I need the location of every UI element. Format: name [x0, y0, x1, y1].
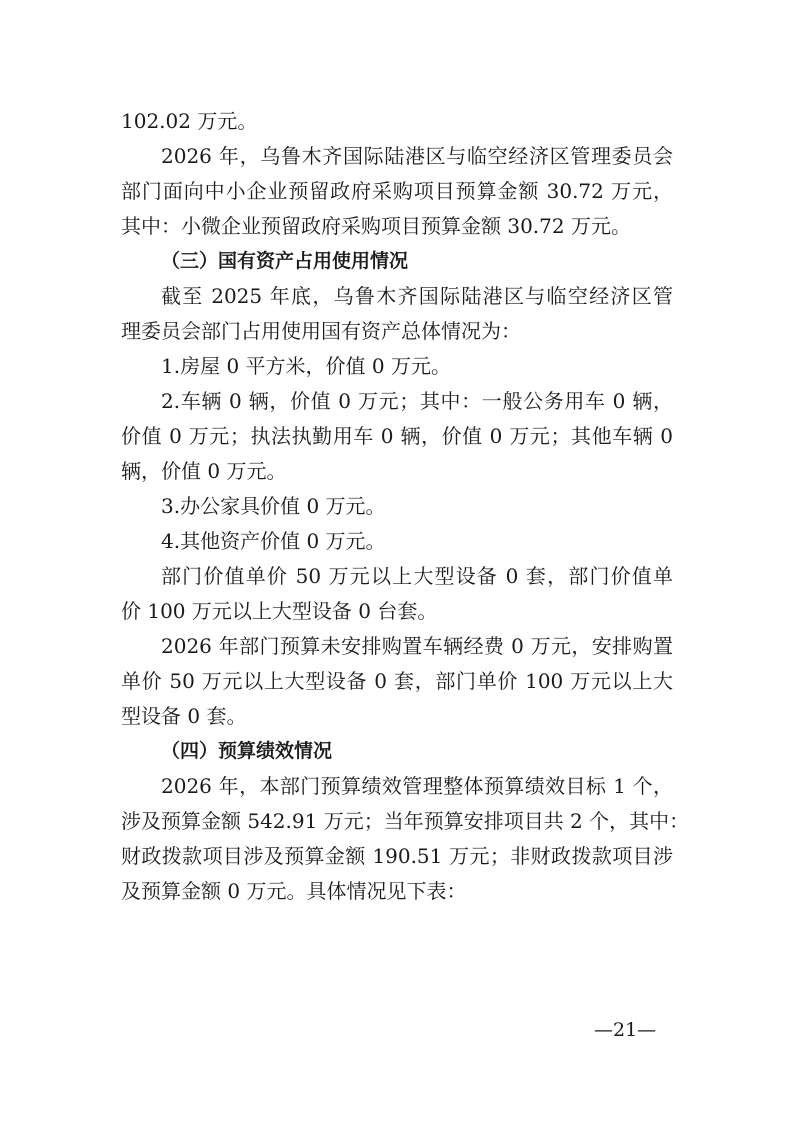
paragraph-line: 部门面向中小企业预留政府采购项目预算金额 30.72 万元， — [121, 179, 673, 203]
paragraph-line: 涉及预算金额 542.91 万元；当年预算安排项目共 2 个，其中： — [121, 809, 690, 833]
paragraph-line: 2.车辆 0 辆，价值 0 万元；其中：一般公务用车 0 辆， — [161, 389, 673, 413]
paragraph-line: 价 100 万元以上大型设备 0 台套。 — [121, 599, 438, 623]
section-heading: （四）预算绩效情况 — [161, 740, 333, 762]
paragraph-line: 截至 2025 年底，乌鲁木齐国际陆港区与临空经济区管 — [161, 284, 673, 308]
paragraph-line: 2026 年，本部门预算绩效管理整体预算绩效目标 1 个， — [161, 774, 673, 798]
paragraph-line: 其中：小微企业预留政府采购项目预算金额 30.72 万元。 — [121, 214, 631, 238]
paragraph-line: 价值 0 万元；执法执勤用车 0 辆，价值 0 万元；其他车辆 0 — [121, 424, 673, 448]
paragraph-line: 辆，价值 0 万元。 — [121, 459, 287, 483]
paragraph-line: 财政拨款项目涉及预算金额 190.51 万元；非财政拨款项目涉 — [121, 844, 673, 868]
paragraph-line: 2026 年部门预算未安排购置车辆经费 0 万元，安排购置 — [161, 634, 673, 658]
paragraph-line: 2026 年，乌鲁木齐国际陆港区与临空经济区管理委员会 — [161, 144, 673, 168]
paragraph-line: 单价 50 万元以上大型设备 0 套，部门单价 100 万元以上大 — [121, 669, 673, 693]
body-text — [121, 104, 690, 909]
paragraph-line: 1.房屋 0 平方米，价值 0 万元。 — [161, 354, 451, 378]
paragraph-line: 102.02 万元。 — [121, 109, 258, 133]
paragraph-line: 型设备 0 套。 — [121, 704, 247, 728]
paragraph-line: 理委员会部门占用使用国有资产总体情况为： — [121, 319, 521, 343]
paragraph-line: 4.其他资产价值 0 万元。 — [161, 529, 386, 553]
paragraph-line: 部门价值单价 50 万元以上大型设备 0 套，部门价值单 — [161, 564, 673, 588]
paragraph-line: 3.办公家具价值 0 万元。 — [161, 494, 386, 518]
paragraph-line: 及预算金额 0 万元。具体情况见下表： — [121, 879, 467, 903]
section-heading: （三）国有资产占用使用情况 — [161, 250, 409, 272]
page-number: —21— — [594, 1019, 657, 1041]
